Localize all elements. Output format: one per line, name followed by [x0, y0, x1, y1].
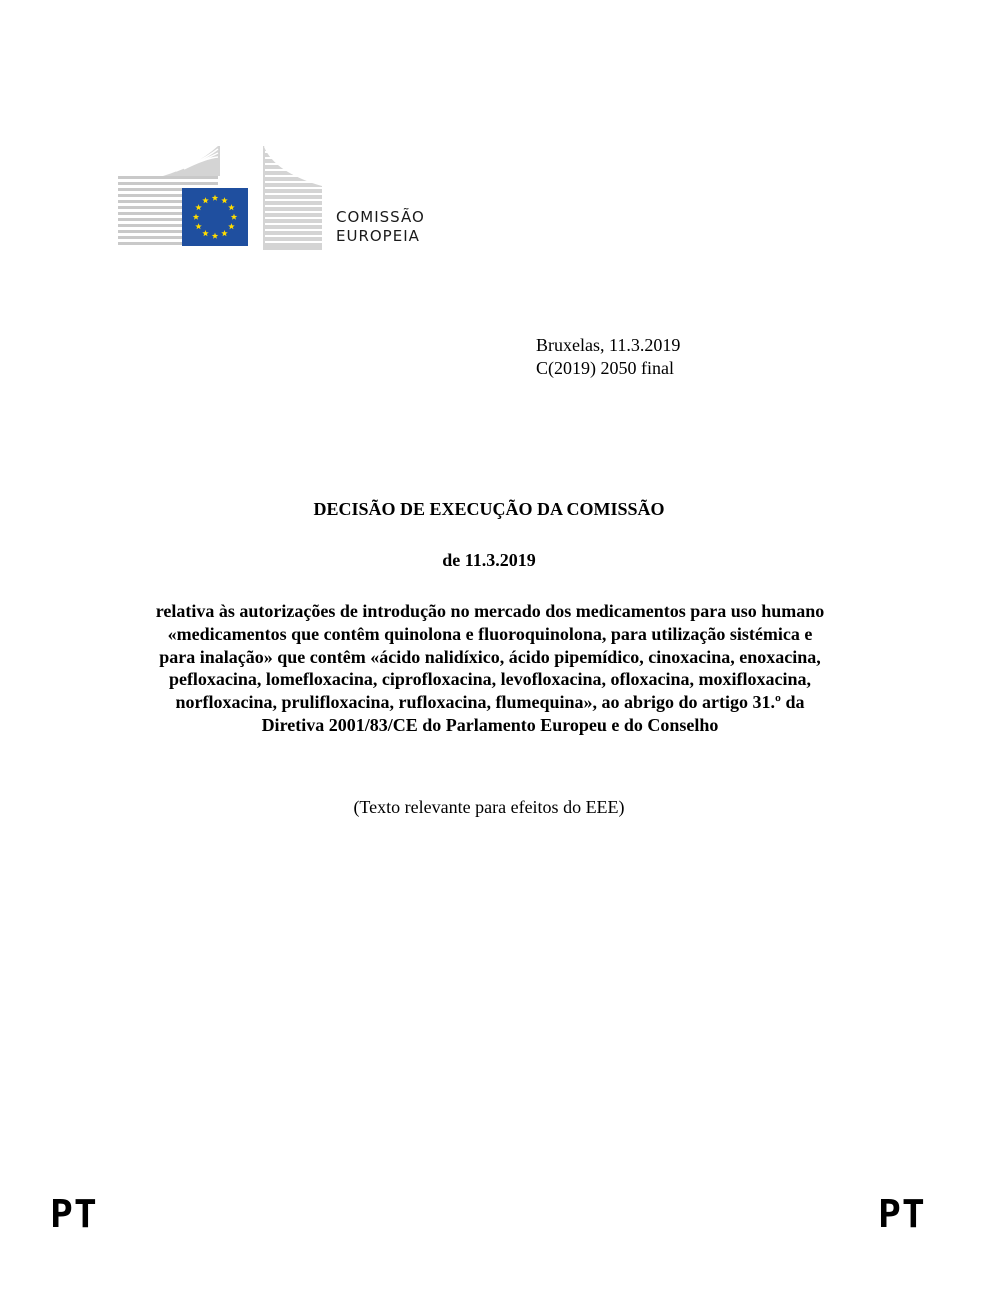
- subject-line: pefloxacina, lomefloxacina, ciprofloxacina, levofloxacina, ofloxacina, moxifloxacina,: [168, 669, 812, 690]
- place-date: Bruxelas, 11.3.2019: [536, 335, 681, 355]
- logo-line-commission: COMISSÃO: [336, 208, 425, 226]
- document-id: C(2019) 2050 final: [536, 358, 674, 378]
- european-commission-logo: [118, 146, 448, 250]
- language-code-right: PT: [878, 1192, 926, 1236]
- language-code-left: PT: [50, 1192, 98, 1236]
- logo-wordmark: [336, 208, 425, 246]
- document-title: DECISÃO DE EXECUÇÃO DA COMISSÃO: [313, 499, 665, 519]
- subject-line: Diretiva 2001/83/CE do Parlamento Europeu e do Conselho: [261, 714, 719, 735]
- subject-line: norfloxacina, prulifloxacina, rufloxacina, flumequina», ao abrigo do artigo 31.º da: [175, 692, 805, 713]
- subject-line: «medicamentos que contêm quinolona e fluoroquinolona, para utilização sistémica e: [167, 623, 813, 644]
- document-subject: [110, 600, 870, 737]
- document-date: de 11.3.2019: [442, 550, 536, 570]
- eu-flag-building-icon: [118, 146, 328, 250]
- eea-relevance-note: (Texto relevante para efeitos do EEE): [353, 797, 625, 817]
- subject-line: relativa às autorizações de introdução no mercado dos medicamentos para uso humano: [155, 601, 825, 621]
- document-reference: [536, 334, 680, 380]
- logo-line-european: EUROPEIA: [336, 227, 420, 245]
- subject-line: para inalação» que contêm «ácido nalidíxico, ácido pipemídico, cinoxacina, enoxacina,: [159, 646, 821, 667]
